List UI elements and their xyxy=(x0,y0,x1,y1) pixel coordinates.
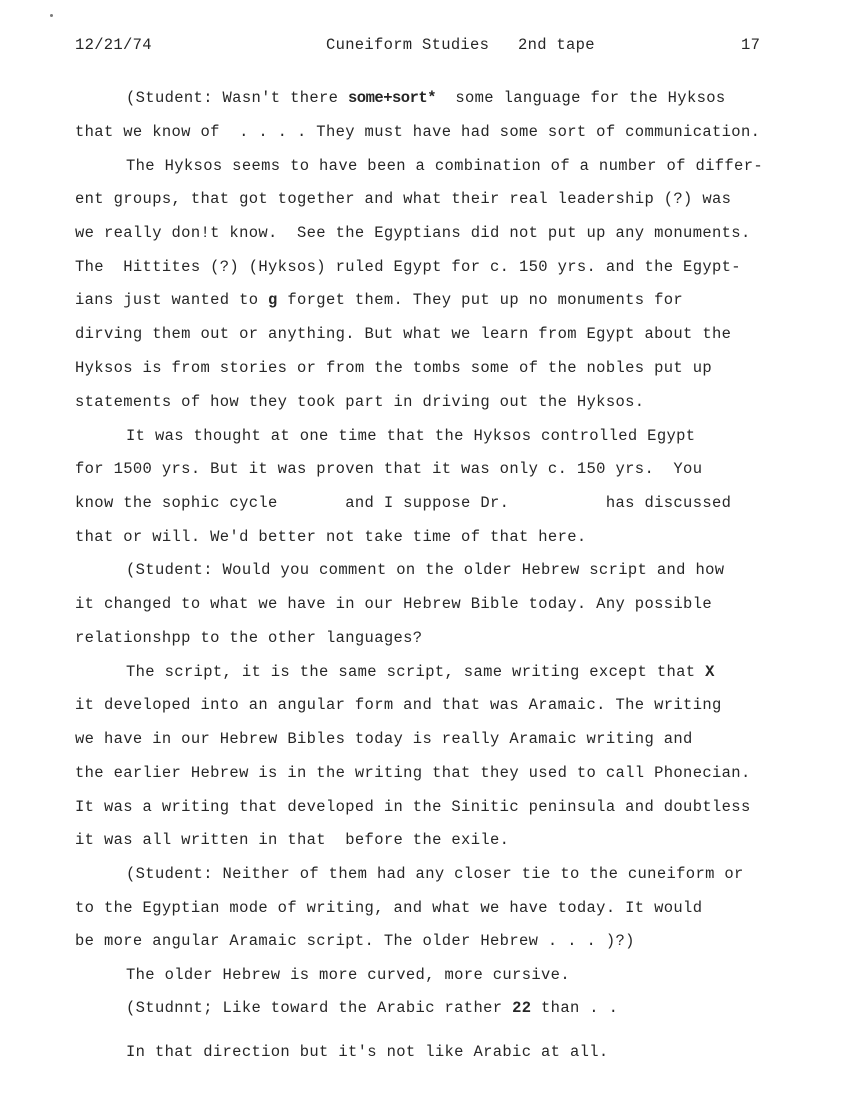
text-segment: (Studnnt; Like toward the Arabic rather xyxy=(126,999,513,1017)
text-line: In that direction but it's not like Arabic at all. xyxy=(126,1043,609,1061)
speck-mark xyxy=(50,14,53,17)
struck-out-text: some+sort* xyxy=(348,89,437,107)
text-line: The older Hebrew is more curved, more cursive. xyxy=(126,966,570,984)
text-line: we really don!t know. See the Egyptians did not put up any monuments. xyxy=(75,224,751,242)
text-line: (Student: Would you comment on the older Hebrew script and how xyxy=(126,561,725,579)
text-line: The Hittites (?) (Hyksos) ruled Egypt for c. 150 yrs. and the Egypt- xyxy=(75,258,741,276)
text-segment: ians just wanted to xyxy=(75,291,269,309)
struck-out-text: 22 xyxy=(512,999,532,1017)
text-segment: The script, it is the same script, same writing except that xyxy=(126,663,706,681)
text-line: it developed into an angular form and that was Aramaic. The writing xyxy=(75,696,722,714)
text-line: dirving them out or anything. But what we learn from Egypt about the xyxy=(75,325,732,343)
text-line: that or will. We'd better not take time of that here. xyxy=(75,528,587,546)
text-segment: than . . xyxy=(531,999,619,1017)
text-line: know the sophic cycle and I suppose Dr. has discussed xyxy=(75,494,732,512)
text-line: we have in our Hebrew Bibles today is really Aramaic writing and xyxy=(75,730,693,748)
text-line xyxy=(126,88,726,108)
struck-out-text: X xyxy=(705,663,715,681)
text-line: it changed to what we have in our Hebrew Bible today. Any possible xyxy=(75,595,712,613)
text-line: Hyksos is from stories or from the tombs some of the nobles put up xyxy=(75,359,712,377)
text-line: statements of how they took part in driving out the Hyksos. xyxy=(75,393,645,411)
text-line: It was a writing that developed in the Sinitic peninsula and doubtless xyxy=(75,798,751,816)
text-line: be more angular Aramaic script. The older Hebrew . . . )?) xyxy=(75,932,635,950)
text-line: The Hyksos seems to have been a combination of a number of differ- xyxy=(126,157,763,175)
text-segment: forget them. They put up no monuments for xyxy=(277,291,684,309)
text-line: that we know of . . . . They must have had some sort of communication. xyxy=(75,123,761,141)
struck-out-text: g xyxy=(268,291,278,309)
text-line xyxy=(126,662,715,682)
text-line: to the Egyptian mode of writing, and what we have today. It would xyxy=(75,899,703,917)
header-date: 12/21/74 xyxy=(75,36,152,54)
text-line xyxy=(75,290,683,310)
text-line: (Student: Neither of them had any closer tie to the cuneiform or xyxy=(126,865,744,883)
page-number: 17 xyxy=(741,36,761,54)
text-line: It was thought at one time that the Hyksos controlled Egypt xyxy=(126,427,696,445)
text-line xyxy=(126,998,618,1018)
text-line: relationshpp to the other languages? xyxy=(75,629,423,647)
text-line: for 1500 yrs. But it was proven that it was only c. 150 yrs. You xyxy=(75,460,703,478)
text-line: ent groups, that got together and what their real leadership (?) was xyxy=(75,190,732,208)
text-segment: some language for the Hyksos xyxy=(436,89,726,107)
text-segment: (Student: Wasn't there xyxy=(126,89,348,107)
text-line: the earlier Hebrew is in the writing that they used to call Phonecian. xyxy=(75,764,751,782)
text-line: it was all written in that before the exile. xyxy=(75,831,510,849)
header-title: Cuneiform Studies 2nd tape xyxy=(326,36,595,54)
